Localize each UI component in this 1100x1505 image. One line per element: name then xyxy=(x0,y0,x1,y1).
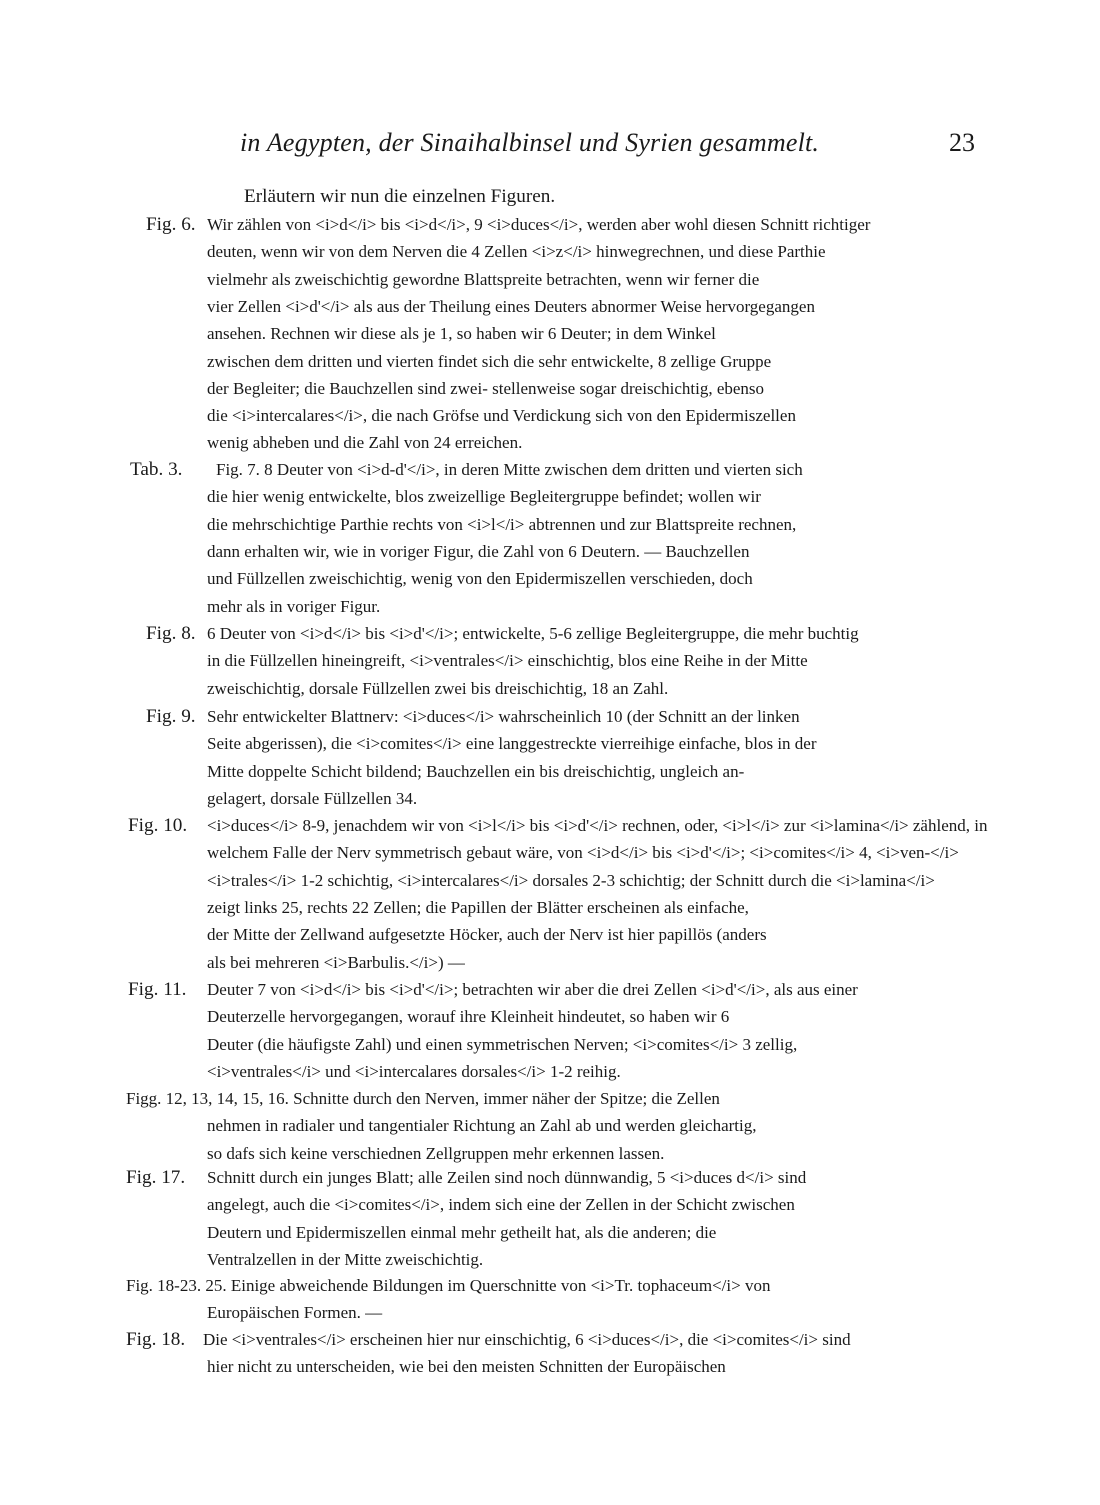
text-line: Figg. 12, 13, 14, 15, 16. Schnitte durch den Nerven, immer näher der Spitze; die Zellen xyxy=(126,1089,720,1108)
text-line: der Begleiter; die Bauchzellen sind zwei- stellenweise sogar dreischichtig, ebenso xyxy=(207,378,765,398)
text-line: <i>duces</i> 8-9, jenachdem wir von <i>l</i> bis <i>d'</i> rechnen, oder, <i>l</i> zur <i>lamina</i> zählend, in xyxy=(207,816,988,835)
text-line: Deutern und Epidermiszellen einmal mehr getheilt hat, als die anderen; die xyxy=(207,1222,717,1242)
figure-label: Fig. 10. xyxy=(128,815,188,836)
text-line: zweischichtig, dorsale Füllzellen zwei bis dreischichtig, 18 an Zahl. xyxy=(207,678,669,698)
page-number: 23 xyxy=(949,128,975,157)
text-line: zeigt links 25, rechts 22 Zellen; die Papillen der Blätter erscheinen als einfache, xyxy=(207,897,749,917)
text-line: Europäischen Formen. — xyxy=(207,1303,383,1323)
figure-label: Fig. 6. xyxy=(146,214,196,235)
text-line: mehr als in voriger Figur. xyxy=(207,596,381,616)
text-line: zwischen dem dritten und vierten findet sich die sehr entwickelte, 8 zellige Gruppe xyxy=(207,351,772,371)
figure-label: Fig. 9. xyxy=(146,706,196,727)
text-line: Deuterzelle hervorgegangen, worauf ihre Kleinheit hindeutet, so haben wir 6 xyxy=(207,1007,730,1027)
text-line: wenig abheben und die Zahl von 24 erreichen. xyxy=(207,433,523,453)
text-line: <i>trales</i> 1-2 schichtig, <i>intercalares</i> dorsales 2-3 schichtig; der Schnitt durch die <i>lamina</i> xyxy=(207,870,935,890)
text-line: der Mitte der Zellwand aufgesetzte Höcker, auch der Nerv ist hier papillös (anders xyxy=(207,925,767,945)
text-line: und Füllzellen zweischichtig, wenig von den Epidermiszellen verschieden, doch xyxy=(207,569,753,589)
text-line: die <i>intercalares</i>, die nach Gröfse und Verdickung sich von den Epidermiszellen xyxy=(207,406,796,426)
text-line: nehmen in radialer und tangentialer Richtung an Zahl ab und werden gleichartig, xyxy=(207,1116,757,1136)
figure-label: Fig. 18. xyxy=(126,1329,186,1350)
text-line: in die Füllzellen hineingreift, <i>ventrales</i> einschichtig, blos eine Reihe in der Mitte xyxy=(207,651,808,671)
text-line: dann erhalten wir, wie in voriger Figur, die Zahl von 6 Deutern. — Bauchzellen xyxy=(207,541,750,561)
figure-label: Fig. 11. xyxy=(128,979,187,1000)
intro-line: Erläutern wir nun die einzelnen Figuren. xyxy=(244,186,556,207)
text-line: die hier wenig entwickelte, blos zweizellige Begleitergruppe befindet; wollen wir xyxy=(207,487,761,507)
text-line: Sehr entwickelter Blattnerv: <i>duces</i> wahrscheinlich 10 (der Schnitt an der linken xyxy=(207,707,800,726)
text-line: ansehen. Rechnen wir diese als je 1, so haben wir 6 Deuter; in dem Winkel xyxy=(207,324,716,344)
text-line: Schnitt durch ein junges Blatt; alle Zeilen sind noch dünnwandig, 5 <i>duces d</i> sind xyxy=(207,1168,807,1187)
figure-label: Fig. 8. xyxy=(146,623,196,644)
text-line: <i>ventrales</i> und <i>intercalares dorsales</i> 1-2 reihig. xyxy=(207,1061,621,1081)
text-line: Fig. 7. 8 Deuter von <i>d-d'</i>, in deren Mitte zwischen dem dritten und vierten sich xyxy=(216,460,803,479)
figure-label: Tab. 3. xyxy=(130,459,183,480)
page-header xyxy=(240,128,975,168)
text-line: Wir zählen von <i>d</i> bis <i>d</i>, 9 <i>duces</i>, werden aber wohl diesen Schnitt richtiger xyxy=(207,215,871,234)
text-line: hier nicht zu unterscheiden, wie bei den meisten Schnitten der Europäischen xyxy=(207,1357,726,1377)
text-line: angelegt, auch die <i>comites</i>, indem sich eine der Zellen in der Schicht zwischen xyxy=(207,1195,795,1215)
text-line: Deuter 7 von <i>d</i> bis <i>d'</i>; betrachten wir aber die drei Zellen <i>d'</i>, als aus einer xyxy=(207,980,858,999)
text-line: vielmehr als zweischichtig gewordne Blattspreite betrachten, wenn wir ferner die xyxy=(207,269,760,289)
text-line: deuten, wenn wir von dem Nerven die 4 Zellen <i>z</i> hinwegrechnen, und diese Parthie xyxy=(207,242,826,262)
text-line: Die <i>ventrales</i> erscheinen hier nur einschichtig, 6 <i>duces</i>, die <i>comites</i> sind xyxy=(203,1330,851,1349)
text-line: gelagert, dorsale Füllzellen 34. xyxy=(207,788,418,808)
text-line: so dafs sich keine verschiednen Zellgruppen mehr erkennen lassen. xyxy=(207,1143,665,1163)
text-line: Ventralzellen in der Mitte zweischichtig. xyxy=(207,1249,484,1269)
text-line: vier Zellen <i>d'</i> als aus der Theilung eines Deuters abnormer Weise hervorgegangen xyxy=(207,296,815,316)
text-line: die mehrschichtige Parthie rechts von <i>l</i> abtrennen und zur Blattspreite rechnen, xyxy=(207,514,797,534)
text-line: Seite abgerissen), die <i>comites</i> eine langgestreckte vierreihige einfache, blos in der xyxy=(207,734,817,754)
text-line: Mitte doppelte Schicht bildend; Bauchzellen ein bis dreischichtig, ungleich an- xyxy=(207,761,745,781)
figure-label: Fig. 17. xyxy=(126,1167,186,1188)
text-line: Fig. 18-23. 25. Einige abweichende Bildungen im Querschnitte von <i>Tr. tophaceum</i> von xyxy=(126,1276,771,1295)
text-line: Deuter (die häufigste Zahl) und einen symmetrischen Nerven; <i>comites</i> 3 zellig, xyxy=(207,1034,798,1054)
running-title: in Aegypten, der Sinaihalbinsel und Syrien gesammelt. xyxy=(240,128,820,157)
text-line: als bei mehreren <i>Barbulis.</i>) — xyxy=(207,952,465,972)
text-line: welchem Falle der Nerv symmetrisch gebaut wäre, von <i>d</i> bis <i>d'</i>; <i>comites</i> 4, <i>ven-</i> xyxy=(207,843,959,863)
text-line: 6 Deuter von <i>d</i> bis <i>d'</i>; entwickelte, 5-6 zellige Begleitergruppe, die mehr buchtig xyxy=(207,624,859,643)
